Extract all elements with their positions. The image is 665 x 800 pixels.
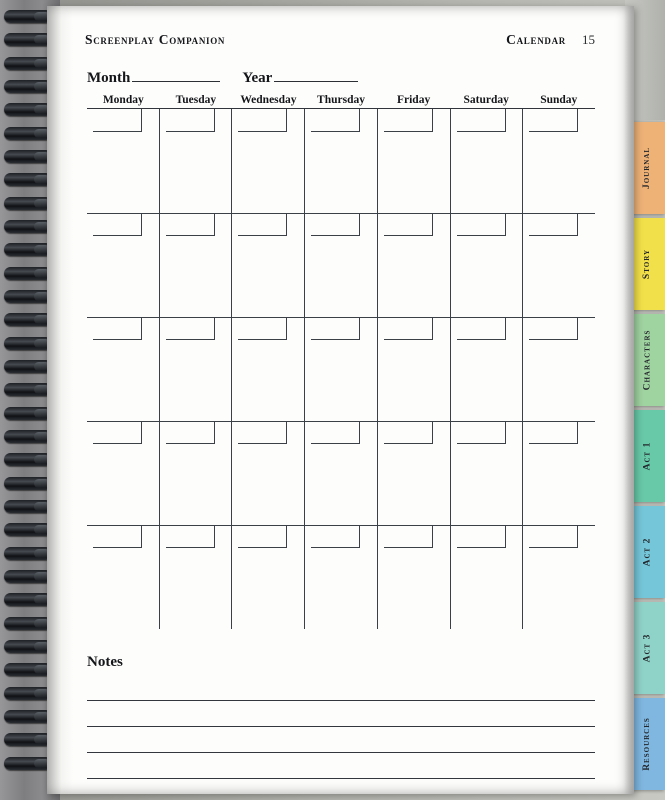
calendar-day-cell[interactable] bbox=[159, 109, 232, 213]
calendar-weeks bbox=[87, 109, 595, 629]
spiral-coil bbox=[4, 360, 52, 373]
day-number-box[interactable] bbox=[166, 213, 215, 236]
section-tab-label: Act 3 bbox=[642, 633, 652, 663]
spiral-coil bbox=[4, 220, 52, 233]
spiral-coil bbox=[4, 593, 52, 606]
year-input[interactable] bbox=[274, 67, 358, 82]
day-number-box[interactable] bbox=[384, 109, 433, 132]
spiral-coil bbox=[4, 337, 52, 350]
spiral-coil bbox=[4, 733, 52, 746]
year-label: Year bbox=[242, 70, 273, 86]
spiral-coil bbox=[4, 453, 52, 466]
day-number-box[interactable] bbox=[311, 317, 360, 340]
day-number-box[interactable] bbox=[238, 109, 287, 132]
section-tab-label: Journal bbox=[642, 146, 652, 190]
spiral-coil bbox=[4, 547, 52, 560]
calendar-day-cell[interactable] bbox=[231, 421, 304, 525]
day-number-box[interactable] bbox=[384, 213, 433, 236]
spiral-coil bbox=[4, 267, 52, 280]
section-tab-act-3[interactable] bbox=[629, 602, 665, 694]
day-number-box[interactable] bbox=[457, 421, 506, 444]
calendar-day-cell[interactable] bbox=[450, 109, 523, 213]
day-number-box[interactable] bbox=[93, 317, 142, 340]
notes-write-line[interactable] bbox=[87, 701, 595, 727]
calendar-day-cell[interactable] bbox=[522, 525, 595, 629]
section-tab-story[interactable] bbox=[629, 218, 665, 310]
calendar-week-row bbox=[87, 317, 595, 421]
section-tab-label: Act 1 bbox=[642, 441, 652, 471]
day-number-box[interactable] bbox=[311, 109, 360, 132]
day-number-box[interactable] bbox=[93, 213, 142, 236]
calendar-day-cell[interactable] bbox=[159, 525, 232, 629]
day-number-box[interactable] bbox=[384, 317, 433, 340]
weekday-header-tuesday: Tuesday bbox=[175, 94, 217, 106]
calendar-week-row bbox=[87, 109, 595, 213]
weekday-header-thursday: Thursday bbox=[317, 94, 365, 106]
calendar-day-cell[interactable] bbox=[159, 317, 232, 421]
calendar-grid bbox=[87, 94, 595, 629]
calendar-day-cell[interactable] bbox=[377, 525, 450, 629]
notes-heading: Notes bbox=[87, 654, 123, 670]
calendar-day-cell[interactable] bbox=[450, 317, 523, 421]
calendar-day-cell[interactable] bbox=[377, 213, 450, 317]
calendar-day-cell[interactable] bbox=[304, 213, 377, 317]
notes-lines bbox=[87, 675, 595, 779]
calendar-day-cell[interactable] bbox=[522, 421, 595, 525]
day-number-box[interactable] bbox=[166, 317, 215, 340]
notes-write-line[interactable] bbox=[87, 727, 595, 753]
day-number-box[interactable] bbox=[238, 421, 287, 444]
calendar-day-cell[interactable] bbox=[87, 525, 159, 629]
spiral-coil bbox=[4, 127, 52, 140]
weekday-header-monday: Monday bbox=[102, 94, 144, 106]
day-number-box[interactable] bbox=[93, 421, 142, 444]
calendar-day-cell[interactable] bbox=[450, 421, 523, 525]
section-tab-label: Resources bbox=[642, 717, 653, 771]
calendar-day-cell[interactable] bbox=[231, 317, 304, 421]
calendar-day-cell[interactable] bbox=[159, 213, 232, 317]
spiral-coil bbox=[4, 290, 52, 303]
weekday-header-saturday: Saturday bbox=[463, 94, 509, 106]
spiral-coil bbox=[4, 57, 52, 70]
day-number-box[interactable] bbox=[93, 525, 142, 548]
day-number-box[interactable] bbox=[384, 525, 433, 548]
calendar-day-cell[interactable] bbox=[522, 317, 595, 421]
weekday-header-sunday: Sunday bbox=[540, 94, 578, 106]
spiral-coil bbox=[4, 150, 52, 163]
spiral-coil bbox=[4, 757, 52, 770]
section-tab-act-2[interactable] bbox=[629, 506, 665, 598]
calendar-day-cell[interactable] bbox=[377, 109, 450, 213]
weekday-header-row bbox=[87, 94, 595, 109]
section-tab-resources[interactable] bbox=[629, 698, 665, 790]
calendar-week-row bbox=[87, 213, 595, 317]
calendar-week-row bbox=[87, 421, 595, 525]
spiral-coil bbox=[4, 103, 52, 116]
spiral-coil bbox=[4, 710, 52, 723]
spiral-coil bbox=[4, 197, 52, 210]
day-number-box[interactable] bbox=[457, 317, 506, 340]
calendar-day-cell[interactable] bbox=[87, 317, 159, 421]
calendar-day-cell[interactable] bbox=[304, 109, 377, 213]
day-number-box[interactable] bbox=[529, 109, 578, 132]
day-number-box[interactable] bbox=[238, 525, 287, 548]
day-number-box[interactable] bbox=[93, 109, 142, 132]
page-sheet bbox=[47, 6, 634, 794]
spiral-coil bbox=[4, 570, 52, 583]
day-number-box[interactable] bbox=[529, 525, 578, 548]
page-edge-shadow bbox=[624, 6, 634, 794]
calendar-day-cell[interactable] bbox=[231, 213, 304, 317]
section-tab-journal[interactable] bbox=[629, 122, 665, 214]
spiral-coil bbox=[4, 10, 52, 23]
page-header bbox=[85, 32, 595, 48]
spiral-coil bbox=[4, 33, 52, 46]
spiral-coil bbox=[4, 313, 52, 326]
calendar-day-cell[interactable] bbox=[304, 525, 377, 629]
day-number-box[interactable] bbox=[529, 213, 578, 236]
notes-write-line[interactable] bbox=[87, 753, 595, 779]
day-number-box[interactable] bbox=[238, 317, 287, 340]
notes-write-line[interactable] bbox=[87, 675, 595, 701]
spiral-coil bbox=[4, 383, 52, 396]
calendar-day-cell[interactable] bbox=[377, 421, 450, 525]
calendar-day-cell[interactable] bbox=[377, 317, 450, 421]
spiral-coil bbox=[4, 523, 52, 536]
calendar-day-cell[interactable] bbox=[87, 109, 159, 213]
day-number-box[interactable] bbox=[166, 109, 215, 132]
day-number-box[interactable] bbox=[166, 421, 215, 444]
section-tab-label: Characters bbox=[642, 329, 652, 391]
spiral-coil bbox=[4, 477, 52, 490]
spiral-coil bbox=[4, 407, 52, 420]
calendar-week-row bbox=[87, 525, 595, 629]
section-title: Calendar bbox=[506, 32, 566, 47]
page-number: 15 bbox=[582, 32, 595, 47]
section-tab-characters[interactable] bbox=[629, 314, 665, 406]
spiral-coil bbox=[4, 173, 52, 186]
day-number-box[interactable] bbox=[457, 109, 506, 132]
section-tab-label: Story bbox=[641, 248, 652, 280]
spiral-coil bbox=[4, 663, 52, 676]
page-gutter-shadow bbox=[47, 6, 73, 794]
calendar-day-cell[interactable] bbox=[87, 421, 159, 525]
spiral-coil bbox=[4, 430, 52, 443]
notes-section bbox=[87, 654, 595, 779]
weekday-header-friday: Friday bbox=[396, 94, 431, 106]
day-number-box[interactable] bbox=[311, 525, 360, 548]
spiral-coil bbox=[4, 640, 52, 653]
calendar-day-cell[interactable] bbox=[450, 525, 523, 629]
spiral-coil bbox=[4, 80, 52, 93]
month-input[interactable] bbox=[132, 67, 220, 82]
day-number-box[interactable] bbox=[384, 421, 433, 444]
calendar-day-cell[interactable] bbox=[87, 213, 159, 317]
calendar-day-cell[interactable] bbox=[304, 421, 377, 525]
month-label: Month bbox=[87, 70, 131, 86]
section-tab-label: Act 2 bbox=[642, 537, 652, 567]
month-year-fields bbox=[87, 67, 358, 87]
calendar-day-cell[interactable] bbox=[159, 421, 232, 525]
calendar-day-cell[interactable] bbox=[231, 525, 304, 629]
calendar-day-cell[interactable] bbox=[522, 109, 595, 213]
day-number-box[interactable] bbox=[457, 525, 506, 548]
day-number-box[interactable] bbox=[529, 317, 578, 340]
day-number-box[interactable] bbox=[166, 525, 215, 548]
spiral-coil bbox=[4, 243, 52, 256]
spiral-coil bbox=[4, 687, 52, 700]
section-tab-act-1[interactable] bbox=[629, 410, 665, 502]
day-number-box[interactable] bbox=[457, 213, 506, 236]
day-number-box[interactable] bbox=[311, 421, 360, 444]
calendar-day-cell[interactable] bbox=[522, 213, 595, 317]
book-title: Screenplay Companion bbox=[85, 32, 226, 47]
day-number-box[interactable] bbox=[311, 213, 360, 236]
spiral-coil bbox=[4, 500, 52, 513]
spiral-coil bbox=[4, 617, 52, 630]
day-number-box[interactable] bbox=[238, 213, 287, 236]
calendar-day-cell[interactable] bbox=[231, 109, 304, 213]
header-right-group bbox=[506, 32, 595, 48]
weekday-header-wednesday: Wednesday bbox=[240, 94, 297, 106]
day-number-box[interactable] bbox=[529, 421, 578, 444]
calendar-day-cell[interactable] bbox=[304, 317, 377, 421]
calendar-day-cell[interactable] bbox=[450, 213, 523, 317]
